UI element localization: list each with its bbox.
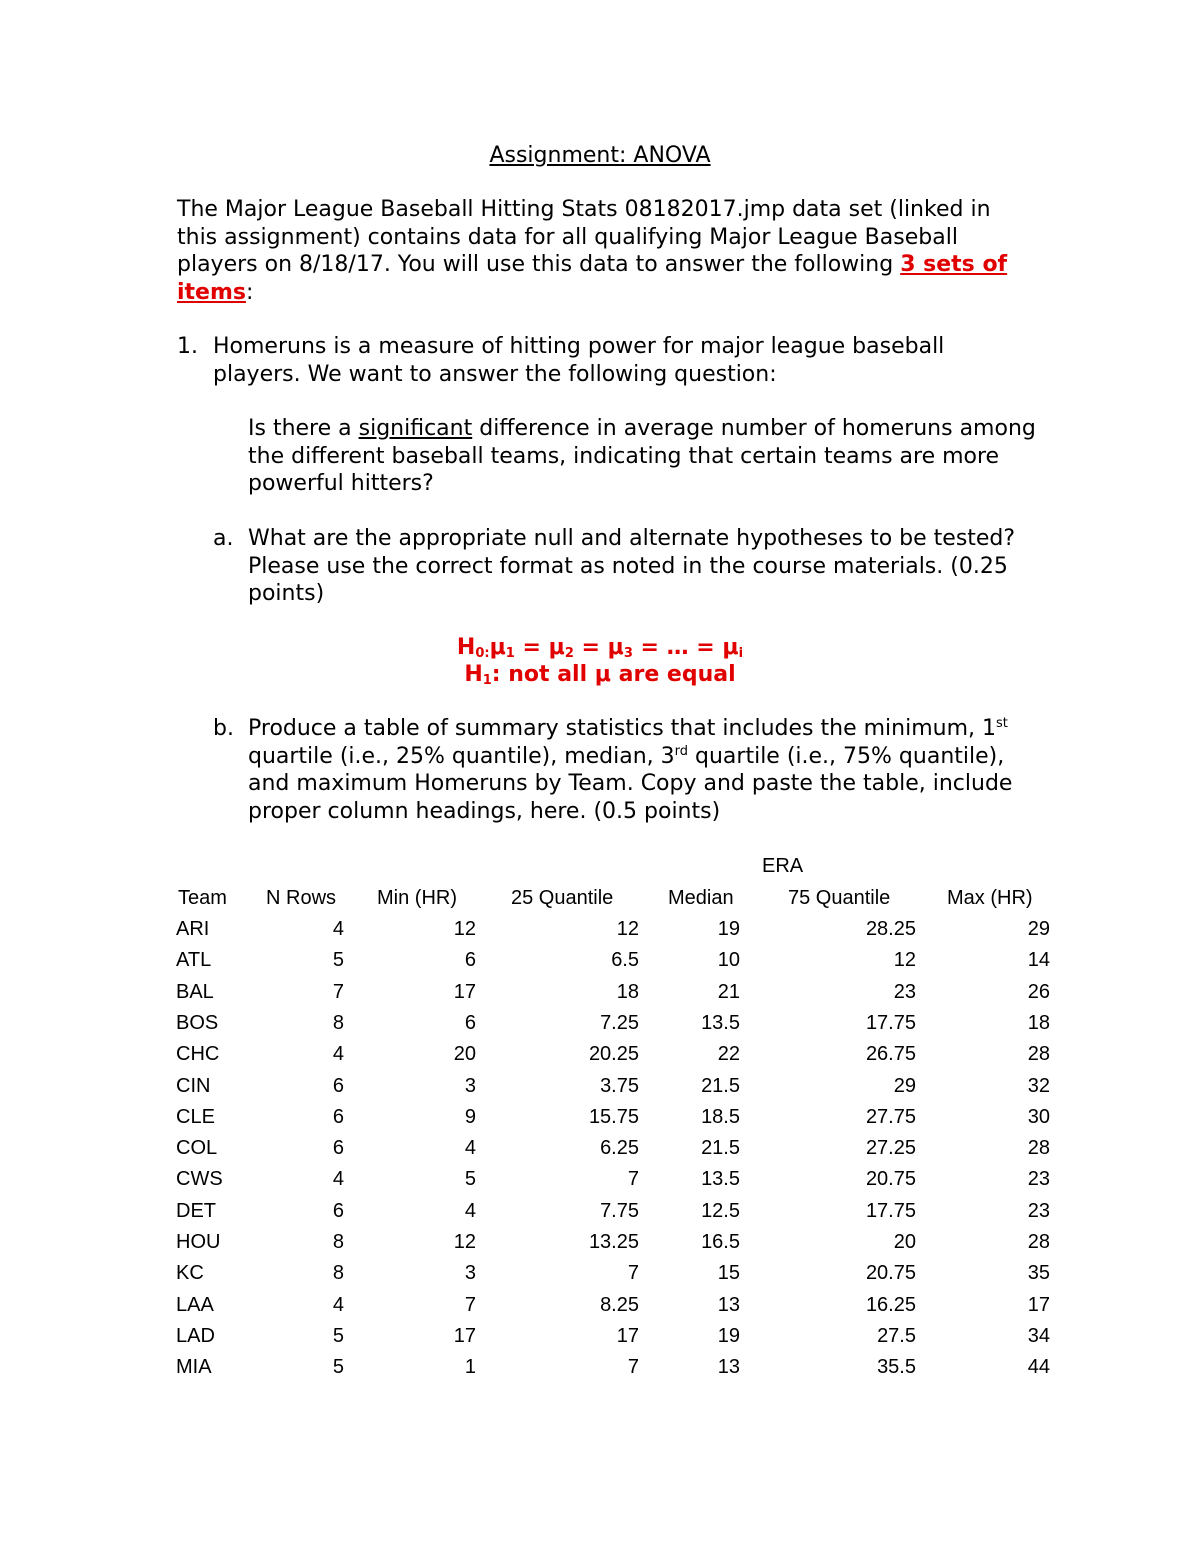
- table-cell: 20.75: [865, 1168, 916, 1191]
- table-cell: 3: [464, 1074, 476, 1097]
- table-cell: 13: [717, 1356, 740, 1379]
- table-cell: 12: [616, 918, 639, 940]
- table-row: [170, 1325, 1060, 1355]
- table-cell: 13.5: [701, 1011, 740, 1034]
- table-cell: DET: [176, 1199, 216, 1222]
- table-cell: CWS: [176, 1168, 223, 1191]
- table-cell: 23: [893, 980, 916, 1003]
- page-title: Assignment: ANOVA: [489, 143, 711, 168]
- table-row: [170, 1075, 1060, 1105]
- table-cell: 13.25: [588, 1231, 639, 1253]
- table-cell: 23: [1027, 1199, 1050, 1222]
- table-cell: 7.75: [600, 1199, 639, 1222]
- table-cell: 27.25: [865, 1137, 916, 1160]
- table-cell: 13.5: [701, 1168, 740, 1191]
- research-question: Is there a significant difference in average number of homeruns among the different baseball teams, indicating that certain teams are more powerful hitters?: [248, 416, 1036, 496]
- table-cell: 5: [332, 1356, 344, 1379]
- table-cell: 17: [616, 1324, 639, 1347]
- table-cell: 17: [1027, 1293, 1050, 1316]
- table-cell: 32: [1027, 1074, 1050, 1097]
- table-cell: 16.25: [865, 1293, 916, 1316]
- null-hypothesis: $H_{0:}\mu_1 = \mu_2 = \mu_3$ = … = $\mu_i$: [456, 635, 744, 661]
- table-row: [170, 949, 1060, 979]
- table-cell: 30: [1027, 1105, 1050, 1128]
- table-cell: 21.5: [701, 1137, 740, 1160]
- table-cell: 7: [627, 1168, 639, 1191]
- table-cell: 6.5: [611, 949, 639, 972]
- table-row: [170, 981, 1060, 1011]
- table-header-row: [170, 887, 1060, 917]
- table-cell: 4: [332, 1168, 344, 1191]
- table-cell: 44: [1027, 1356, 1050, 1379]
- table-cell: 8: [332, 1262, 344, 1285]
- items-highlight: 3 sets of items: [177, 252, 1008, 305]
- table-cell: ARI: [176, 918, 210, 940]
- table-cell: 17: [453, 980, 476, 1003]
- table-cell: 20: [893, 1231, 916, 1253]
- table-cell: 7: [627, 1262, 639, 1285]
- header-team: Team: [178, 887, 227, 909]
- table-cell: 35.5: [877, 1356, 916, 1379]
- table-cell: 28: [1027, 1043, 1050, 1066]
- table-cell: BAL: [176, 980, 214, 1003]
- table-row: [170, 1012, 1060, 1042]
- table-cell: 7: [464, 1293, 476, 1316]
- table-cell: 7: [332, 980, 344, 1003]
- header-q25: 25 Quantile: [511, 887, 614, 909]
- table-cell: 6: [464, 1011, 476, 1034]
- table-cell: 27.5: [877, 1324, 916, 1347]
- table-cell: 28.25: [865, 918, 916, 940]
- table-cell: 29: [893, 1074, 916, 1097]
- table-cell: LAD: [176, 1324, 215, 1347]
- table-cell: 26.75: [865, 1043, 916, 1066]
- table-cell: 5: [332, 1324, 344, 1347]
- table-cell: 14: [1027, 949, 1050, 972]
- table-cell: 3: [464, 1262, 476, 1285]
- table-cell: 35: [1027, 1262, 1050, 1285]
- table-cell: 8: [332, 1011, 344, 1034]
- table-cell: 19: [717, 918, 740, 940]
- header-q75: 75 Quantile: [788, 887, 891, 909]
- header-median: Median: [668, 887, 734, 909]
- table-cell: 18: [616, 980, 639, 1003]
- table-cell: 21: [717, 980, 740, 1003]
- table-cell: 18: [1027, 1011, 1050, 1034]
- table-row: [170, 1106, 1060, 1136]
- table-cell: 7.25: [600, 1011, 639, 1034]
- table-cell: 6: [332, 1199, 344, 1222]
- table-cell: 29: [1027, 918, 1050, 940]
- document-page: Assignment: ANOVA The Major League Baseball Hitting Stats 08182017.jmp data set (linked in this assignment) contains data for all qualifying Major League Baseball players on 8/18/17. You will use this data to answer the following 3 sets of items: 1. Homeruns is a measure of hitting power for major league baseball players. We want to answer the following question: Is there a significant difference in average number of homeruns among the different baseball teams, indicating that certain teams are more powerful hitters? a. What are the appropriate null and alternate hypotheses to be tested? Please use the correct format as noted in the course materials. (0.25 points) $H_{0:}\mu_1 = \mu_2 = \mu_3$ = … = $\mu_i$ $H_1$: not all μ are equal b. Produce a table of summary statistics that includes the minimum, 1st quartile (i.e., 25% quantile), median, 3rd quartile (i.e., 75% quantile), and maximum Homeruns by Team. Copy and paste the table, include proper column headings, here. (0.5 points) ERA Team N Rows Min (HR) 25 Quantile Median 75 Quantile Max (HR) ARI 4 12 12 19 28.25 29 ATL 5 6 6.5 10 12 14 BAL 7 17 18 21 23 26 BOS 8 6 7.25 13.5 17.75 18 CHC 4 20 20.25 22 26.75 28 CIN 6 3 3.75 21.5 29 32 CLE 6 9 15.75 18.5 27.75 30 COL 6 4 6.25 21.5 27.25 28 CWS 4 5 7 13.5 20.75 23 DET 6 4 7.75 12.5 17.75 23 HOU 8 12 13.25 16.5 20 28 KC 8 3 7 15 20.75 35 LAA 4 7 8.25 13 16.25 17 LAD 5 17 17 19 27.5 34 MIA 5 1 7 13 35.5 44: [0, 0, 1200, 1553]
- table-cell: 23: [1027, 1168, 1050, 1191]
- table-cell: 12: [453, 918, 476, 940]
- table-cell: 20: [453, 1043, 476, 1066]
- table-cell: 4: [332, 1293, 344, 1316]
- table-cell: 15: [717, 1262, 740, 1285]
- table-row: [170, 1294, 1060, 1324]
- table-row: [170, 1168, 1060, 1198]
- table-cell: 1: [464, 1356, 476, 1379]
- table-cell: 4: [332, 1043, 344, 1066]
- table-row: [170, 1200, 1060, 1230]
- table-cell: 28: [1027, 1137, 1050, 1160]
- table-cell: 3.75: [600, 1074, 639, 1097]
- table-cell: CIN: [176, 1074, 211, 1097]
- table-row: [170, 1137, 1060, 1167]
- table-cell: 13: [717, 1293, 740, 1316]
- table-cell: 6: [332, 1105, 344, 1128]
- table-cell: 17.75: [865, 1011, 916, 1034]
- table-row: [170, 1043, 1060, 1073]
- table-cell: 15.75: [588, 1105, 639, 1128]
- table-cell: 7: [627, 1356, 639, 1379]
- table-cell: 34: [1027, 1324, 1050, 1347]
- table-cell: 12: [453, 1231, 476, 1253]
- table-cell: 4: [464, 1199, 476, 1222]
- table-cell: 6: [332, 1137, 344, 1160]
- table-cell: 5: [464, 1168, 476, 1191]
- table-cell: 10: [717, 949, 740, 972]
- table-row: [170, 1356, 1060, 1386]
- table-cell: 12: [893, 949, 916, 972]
- table-cell: 4: [332, 918, 344, 940]
- table-cell: 20.25: [588, 1043, 639, 1066]
- table-cell: 12.5: [701, 1199, 740, 1222]
- header-n-rows: N Rows: [266, 887, 337, 909]
- table-cell: 6.25: [600, 1137, 639, 1160]
- table-cell: MIA: [176, 1356, 212, 1379]
- table-cell: COL: [176, 1137, 218, 1160]
- table-cell: 4: [464, 1137, 476, 1160]
- table-cell: 26: [1027, 980, 1050, 1003]
- table-cell: 9: [464, 1105, 476, 1128]
- table-cell: 8: [332, 1231, 344, 1253]
- table-cell: 6: [332, 1074, 344, 1097]
- table-cell: 28: [1027, 1231, 1050, 1253]
- table-cell: ATL: [176, 949, 212, 972]
- table-cell: 17: [453, 1324, 476, 1347]
- table-cell: 19: [717, 1324, 740, 1347]
- header-max: Max (HR): [947, 887, 1033, 909]
- header-min: Min (HR): [377, 887, 457, 909]
- table-cell: 16.5: [701, 1231, 740, 1253]
- alternate-hypothesis: $H_1$: not all μ are equal: [464, 662, 736, 688]
- table-cell: BOS: [176, 1011, 219, 1034]
- table-cell: 18.5: [701, 1105, 740, 1128]
- table-row: [170, 1262, 1060, 1292]
- table-cell: 5: [332, 949, 344, 972]
- table-cell: 17.75: [865, 1199, 916, 1222]
- table-cell: 21.5: [701, 1074, 740, 1097]
- table-row: [170, 1231, 1060, 1261]
- intro-paragraph: The Major League Baseball Hitting Stats 08182017.jmp data set (linked in this assignment) contains data for all qualifying Major League Baseball players on 8/18/17. You will use this data to answer the following 3 sets of items:: [177, 197, 1008, 305]
- table-cell: CLE: [176, 1105, 215, 1128]
- table-row: [170, 918, 1060, 948]
- table-cell: 6: [464, 949, 476, 972]
- table-cell: 27.75: [865, 1105, 916, 1128]
- table-cell: LAA: [176, 1293, 214, 1316]
- table-cell: CHC: [176, 1043, 220, 1066]
- table-cell: 8.25: [600, 1293, 639, 1316]
- table-cell: 20.75: [865, 1262, 916, 1285]
- table-cell: KC: [176, 1262, 204, 1285]
- table-cell: 22: [717, 1043, 740, 1066]
- table-cell: HOU: [176, 1231, 221, 1253]
